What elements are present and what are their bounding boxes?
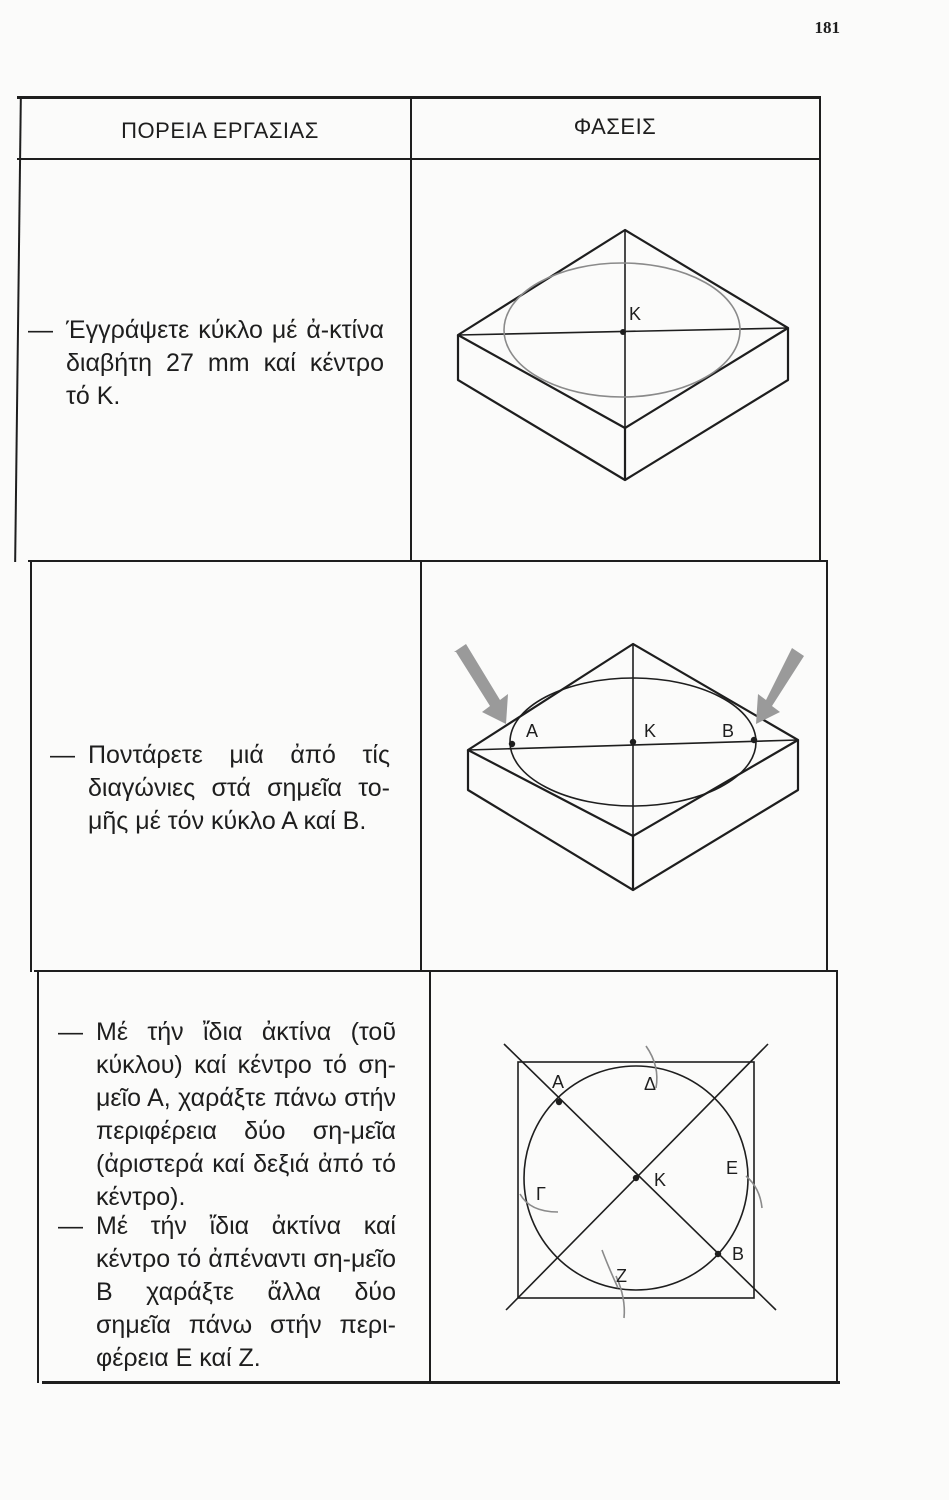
column-divider-lower: [420, 560, 422, 972]
arrow-right: [756, 648, 804, 724]
figure-1-label-k: Κ: [629, 304, 642, 324]
figure-2-label-a: Α: [526, 721, 539, 741]
figure-3-label-e: Ε: [726, 1158, 739, 1178]
figure-2-label-k: Κ: [644, 721, 657, 741]
figure-1-circle-on-square: [440, 220, 810, 490]
step-2-text: — Ποντάρετε μιά ἀπό τίς διαγώνιες στά σημεῖα το-μῆς μέ τόν κύκλο Α καί Β.: [88, 739, 390, 838]
figure-2-diagonal-points: [446, 640, 816, 900]
column-divider: [410, 96, 412, 562]
table-left-border: [14, 96, 22, 562]
page-number: 181: [814, 18, 840, 37]
row1-bottom-border: [28, 560, 826, 562]
header-bottom-border: [17, 158, 820, 160]
step-3b-text: — Μέ τήν ἴδια ἀκτίνα καί κέντρο τό ἀπέναντι ση-μεῖο Β χαράξτε ἄλλα δύο σημεῖα πάνω στήν περι-φέρεια Ε καί Ζ.: [96, 1210, 396, 1375]
row2-bottom-border: [34, 970, 837, 972]
table-bottom-border-visible: [42, 1381, 840, 1384]
step-1-text: — Έγγράψετε κύκλο μέ ἀ-κτίνα διαβήτη 27 mm καί κέντρο τό Κ.: [66, 314, 384, 413]
table-top-border: [17, 96, 820, 99]
table-right-border: [819, 96, 821, 562]
figure-3-label-d: Δ: [644, 1074, 657, 1094]
figure-3-label-b: Β: [732, 1244, 745, 1264]
figure-3-circle-construction: [498, 1036, 778, 1316]
figure-3-label-k: Κ: [654, 1170, 667, 1190]
figure-2-label-b: Β: [722, 721, 735, 741]
header-phases: ΦΑΣΕΙΣ: [573, 114, 657, 139]
figure-3-label-z: Ζ: [616, 1266, 627, 1286]
table-right-border-lower: [826, 560, 828, 972]
table-left-border-bottom: [37, 970, 39, 1383]
header-work-procedure: ΠΟΡΕΙΑ ΕΡΓΑΣΙΑΣ: [121, 118, 319, 143]
column-divider-bottom: [429, 970, 431, 1383]
table-right-border-bottom: [836, 970, 838, 1383]
figure-3-label-g: Γ: [536, 1184, 546, 1204]
step-3a-text: — Μέ τήν ἴδια ἀκτίνα (τοῦ κύκλου) καί κέντρο τό ση-μεῖο Α, χαράξτε πάνω στήν περιφέρεια δύο ση-μεῖα (ἀριστερά καί δεξιά ἀπό τό κέντρο).: [96, 1016, 396, 1214]
figure-3-label-a: Α: [552, 1072, 565, 1092]
arrow-left: [454, 644, 508, 724]
table-left-border-lower: [30, 560, 32, 972]
